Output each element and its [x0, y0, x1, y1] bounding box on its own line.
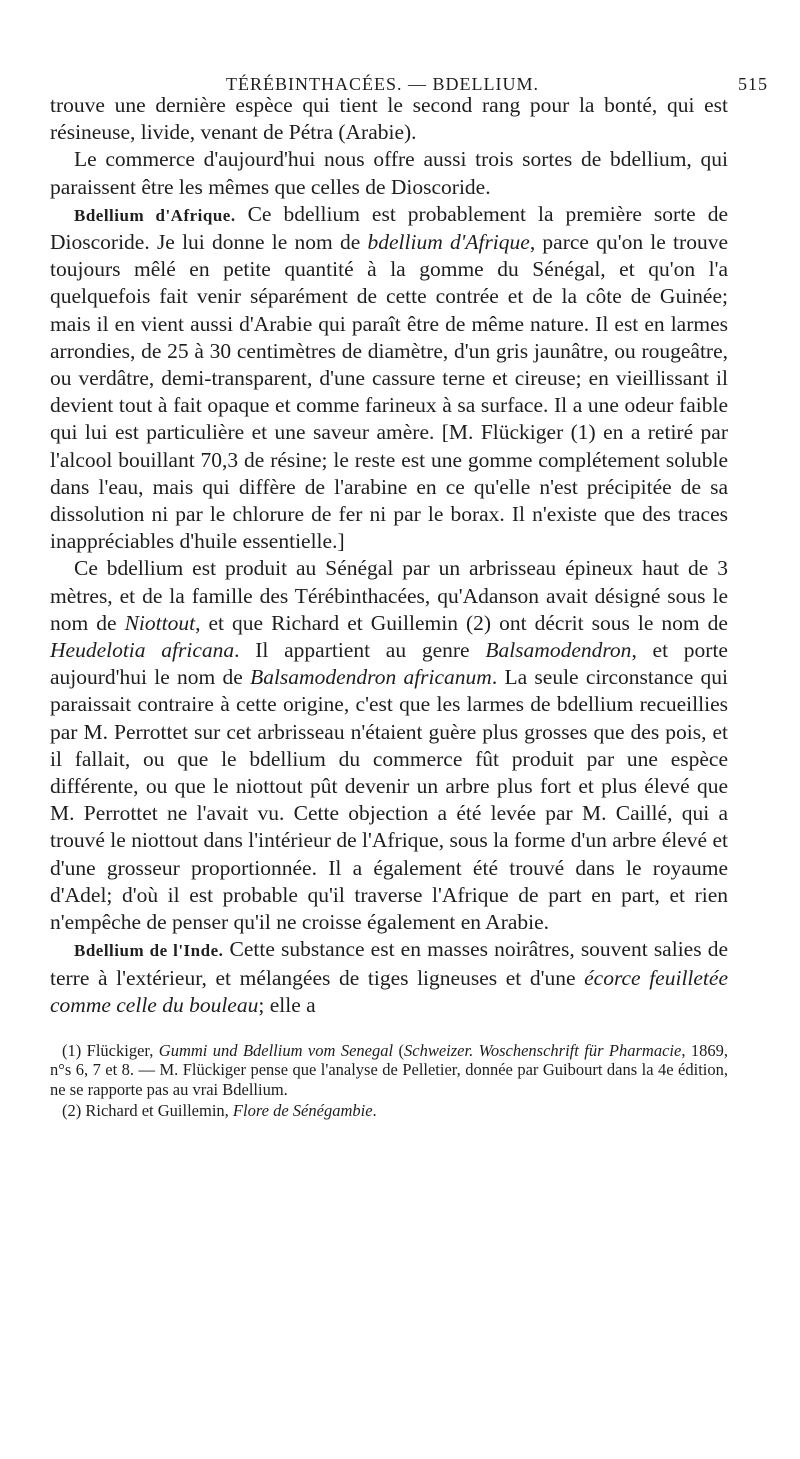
paragraph-4-italic-3: Balsamodendron [485, 638, 632, 663]
section-heading-inde: Bdellium de l'Inde. [74, 941, 224, 961]
footnote-1 [50, 1041, 728, 1100]
paragraph-4-italic-4: Balsamodendron africanum [250, 665, 492, 690]
footnote-2-text-2: . [372, 1101, 377, 1121]
body-text [50, 92, 728, 1019]
paragraph-bdellium-inde [50, 936, 728, 1019]
paragraph-3-text-2: , parce qu'on le trouve toujours mêlé en petite quantité à la gomme du Sénégal, et qu'on l'a quelquefois fait venir séparément de cette contrée et de la côte de Guinée; mais il en vient aussi d'Arabie qui paraît être de même nature. Il est en larmes arrondies, de 25 à 30 centimètres de diamètre, d'un gris jaunâtre, ou rougeâtre, ou verdâtre, demi-transparent, d'une cassure terne et cireuse; en vieillissant il devient tout à fait opaque et comme farineux à sa surface. Il a une odeur faible qui lui est particulière et une saveur amère. [M. Flückiger (1) en a retiré par l'alcool bouillant 70,3 de résine; le reste est une gomme complétement soluble dans l'eau, mais qui diffère de l'arabine en ce qu'elle n'est précipitée de sa dissolution ni par le chlorure de fer ni par le borax. Il n'existe que des traces inappréciables d'huile essentielle.] [50, 230, 728, 554]
paragraph-1 [50, 92, 728, 146]
paragraph-4-text-5: . La seule circonstance qui paraissait contraire à cette origine, c'est que les larmes de bdellium recueillies par M. Perrottet sur cet arbrisseau n'étaient guère plus grosses que des pois, et il fallait, ou que le bdellium du commerce fût produit par une espèce différente, ou que le niottout pût devenir un arbre plus fort et plus élevé que M. Perrottet ne l'avait vu. Cette objection a été levée par M. Caillé, qui a trouvé le niottout dans l'intérieur de l'Afrique, sous la forme d'un arbre élevé et d'une grosseur proportionnée. Il a également été trouvé dans le royaume d'Adel; d'où il est probable qu'il traverse l'Afrique de part en part, et rien n'empêche de penser qu'il ne croisse également en Arabie. [50, 665, 729, 935]
paragraph-4-text-3: . Il appartient au genre [234, 638, 486, 663]
footnote-1-italic-2: Schweizer. Woschenschrift für Pharmacie [404, 1040, 682, 1060]
running-title: TÉRÉBINTHACÉES. — BDELLIUM. [226, 74, 539, 94]
page-number: 515 [738, 74, 768, 94]
paragraph-bdellium-afrique [50, 201, 728, 556]
footnote-1-text-3: , 1869, n°s 6, 7 et 8. — M. Flückiger pense que l'analyse de Pelletier, donnée par Guibourt dans la 4e édition, ne se rapporte pas au vrai Bdellium. [50, 1040, 728, 1099]
paragraph-4 [50, 555, 728, 936]
paragraph-4-italic-1: Niottout [124, 610, 196, 635]
footnote-1-text-2: ( [393, 1040, 404, 1060]
paragraph-3-italic-1: bdellium d'Afrique [367, 230, 530, 255]
footnote-2-text-1: (2) Richard et Guillemin, [62, 1101, 233, 1121]
paragraph-3-text-1: Ce bdellium est probablement la première sorte de Dioscoride. Je lui donne le nom de [50, 201, 728, 255]
footnote-2-italic-1: Flore de Sénégambie [232, 1101, 373, 1121]
paragraph-2-text: Le commerce d'aujourd'hui nous offre aussi trois sortes de bdellium, qui paraissent être les mêmes que celles de Dioscoride. [50, 147, 728, 199]
paragraph-2 [50, 146, 728, 200]
paragraph-5-italic-1: écorce feuilletée comme celle du bouleau [50, 965, 728, 1017]
page-header [50, 62, 768, 94]
footnotes [50, 1041, 728, 1121]
section-heading-afrique: Bdellium d'Afrique. [74, 205, 236, 225]
paragraph-5-text-1: Cette substance est en masses noirâtres, souvent salies de terre à l'extérieur, et mélangées de tiges ligneuses et d'une [50, 937, 728, 990]
footnote-2 [50, 1101, 728, 1121]
paragraph-4-text-1: Ce bdellium est produit au Sénégal par un arbrisseau épineux haut de 3 mètres, et de la famille des Térébinthacées, qu'Adanson avait désigné sous le nom de [50, 556, 728, 635]
paragraph-4-text-4: , et porte aujourd'hui le nom de [50, 638, 728, 690]
footnote-1-italic-1: Gummi und Bdellium vom Senegal [158, 1040, 394, 1060]
paragraph-1-text: trouve une dernière espèce qui tient le second rang pour la bonté, qui est résineuse, livide, venant de Pétra (Arabie). [50, 93, 728, 145]
paragraph-4-text-2: , et que Richard et Guillemin (2) ont décrit sous le nom de [195, 610, 728, 635]
paragraph-4-italic-2: Heudelotia africana [50, 638, 235, 663]
footnote-1-text-1: (1) Flückiger, [62, 1040, 159, 1060]
paragraph-5-text-2: ; elle a [258, 992, 316, 1017]
